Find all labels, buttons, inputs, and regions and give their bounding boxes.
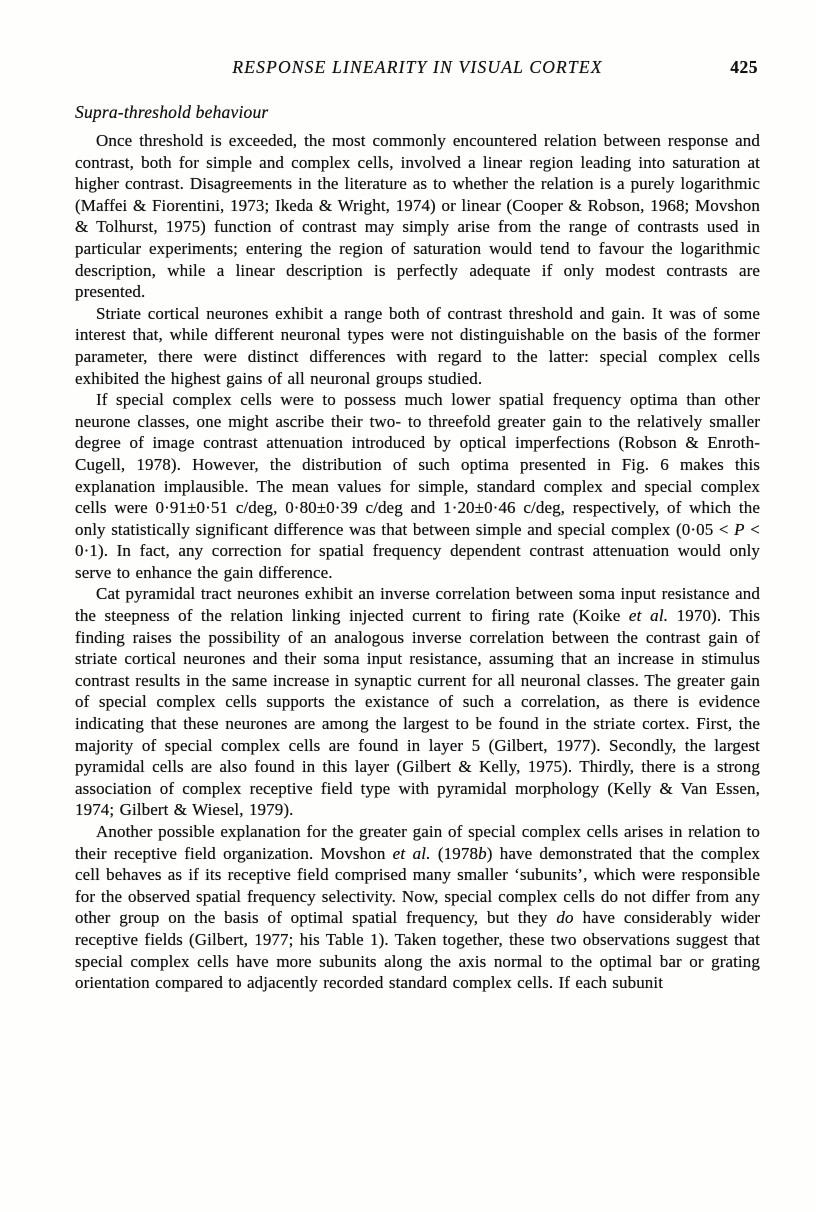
article-body [75,101,760,994]
paragraph-spatial-frequency-optima: If special complex cells were to possess much lower spatial frequency optima than other neurone classes, one might ascribe their two- to threefold greater gain to the relatively smaller degree of image contrast attenuation introduced by optical imperfections (Robson & Enroth-Cugell, 1978). However, the distribution of such optima presented in Fig. 6 makes this explanation implausible. The mean values for simple, standard complex and special complex cells were 0·91±0·51 c/deg, 0·80±0·39 c/deg and 1·20±0·46 c/deg, respectively, of which the only statistically significant difference was that between simple and special complex (0·05 < P < 0·1). In fact, any correction for spatial frequency dependent contrast attenuation would only serve to enhance the gain difference. [75,390,760,582]
running-title: RESPONSE LINEARITY IN VISUAL CORTEX [232,57,603,77]
paragraph-striate-gain-range: Striate cortical neurones exhibit a range both of contrast threshold and gain. It was of some interest that, while different neuronal types were not distinguishable on the basis of the former parameter, there were distinct differences with regard to the latter: special complex cells exhibited the highest gains of all neuronal groups studied. [75,303,760,388]
paragraph-receptive-field-subunits: Another possible explanation for the greater gain of special complex cells arises in relation to their receptive field organization. Movshon et al. (1978b) have demonstrated that the complex cell behaves as if its receptive field comprised many smaller ‘subunits’, which were responsible for the observed spatial frequency selectivity. Now, special complex cells do not differ from any other group on the basis of optimal spatial frequency, but they do have considerably wider receptive fields (Gilbert, 1977; his Table 1). Taken together, these two observations suggest that special complex cells have more subunits along the axis normal to the optimal bar or grating orientation compared to adjacently recorded standard complex cells. If each subunit [75,822,760,993]
paragraph-supra-threshold-intro: Once threshold is exceeded, the most commonly encountered relation between response and contrast, both for simple and complex cells, involved a linear region leading into saturation at higher contrast. Disagreements in the literature as to whether the relation is a purely logarithmic (Maffei & Fiorentini, 1973; Ikeda & Wright, 1974) or linear (Cooper & Robson, 1968; Movshon & Tolhurst, 1975) function of contrast may simply arise from the range of contrasts used in particular experiments; entering the region of saturation would tend to favour the logarithmic description, while a linear description is perfectly adequate if only modest contrasts are presented. [75,131,760,302]
running-head [75,57,760,78]
paragraph-pyramidal-tract-correlation: Cat pyramidal tract neurones exhibit an inverse correlation between soma input resistance and the steepness of the relation linking injected current to firing rate (Koike et al. 1970). This finding raises the possibility of an analogous inverse correlation between the contrast gain of striate cortical neurones and their soma input resistance, assuming that an increase in stimulus contrast results in the same increase in synaptic current for all neuronal classes. The greater gain of special complex cells supports the existance of such a correlation, as there is evidence indicating that these neurones are among the largest to be found in the striate cortex. First, the majority of special complex cells are found in layer 5 (Gilbert, 1977). Secondly, the largest pyramidal cells are also found in this layer (Gilbert & Kelly, 1975). Thirdly, there is a strong association of complex receptive field type with pyramidal morphology (Kelly & Van Essen, 1974; Gilbert & Wiesel, 1979). [75,584,760,820]
page-number: 425 [730,57,758,77]
section-heading: Supra-threshold behaviour [75,102,269,122]
